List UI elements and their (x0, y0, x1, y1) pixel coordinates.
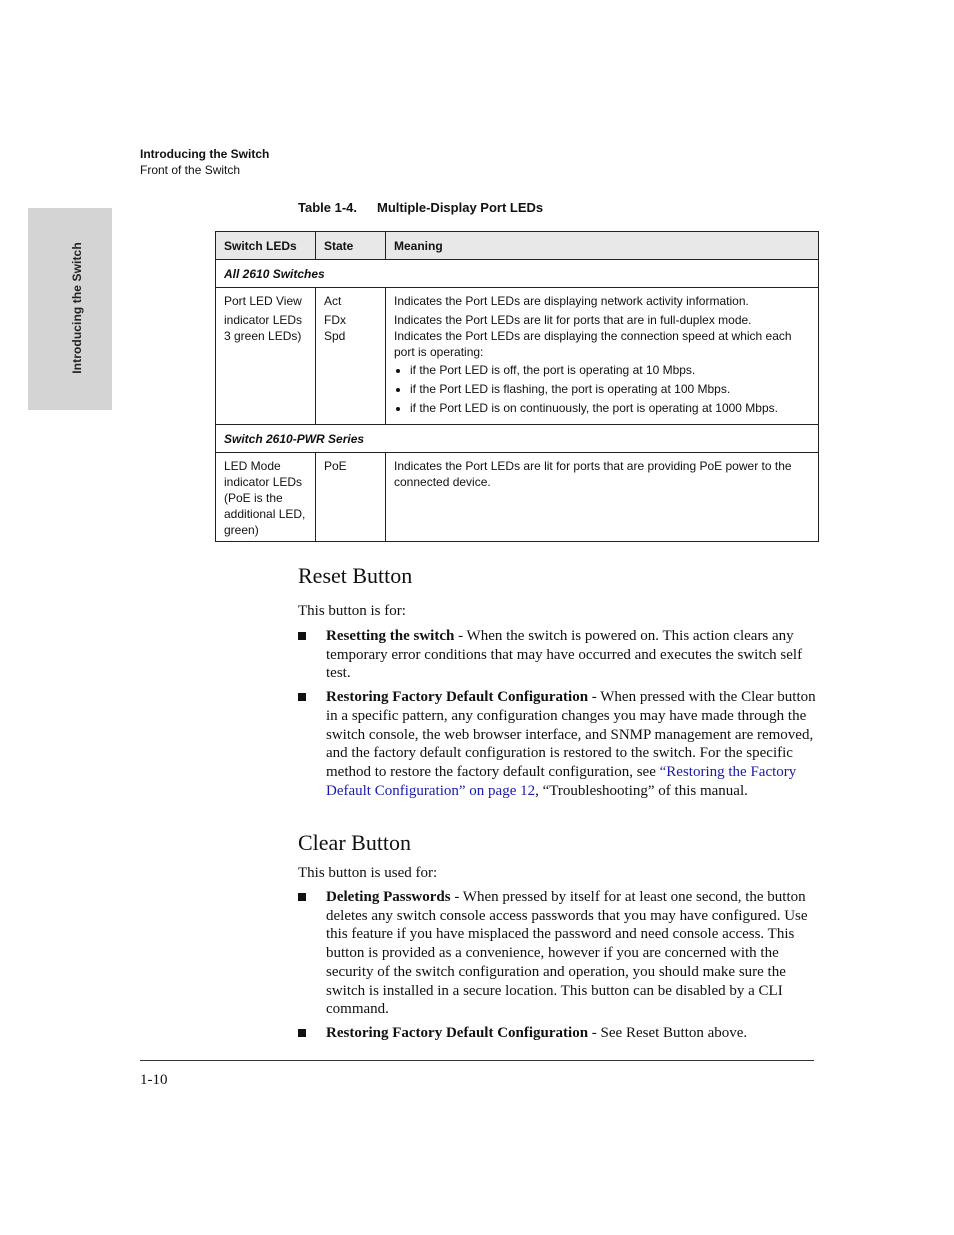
item-text: - See Reset Button above. (588, 1024, 748, 1041)
table-row (216, 288, 819, 425)
running-header-chapter: Introducing the Switch (140, 147, 270, 161)
footer-rule (140, 1060, 814, 1061)
page-number: 1-10 (140, 1072, 168, 1088)
table-header-row (216, 232, 819, 260)
restore-defaults-crossref-link[interactable]: “Restoring the Factory Default Configuration” on page 12 (326, 763, 797, 799)
meaning-act: Indicates the Port LEDs are displaying network activity information. (394, 294, 749, 308)
item-bold-term: Deleting Passwords (326, 889, 451, 905)
group-title-all-2610: All 2610 Switches (216, 260, 819, 288)
item-text-tail: , “Troubleshooting” of this manual. (535, 782, 748, 799)
state-act: Act (324, 294, 342, 308)
speed-bullet: • if the Port LED is on continuously, the port is operating at 1000 Mbps. (410, 400, 810, 416)
meaning-fdx: Indicates the Port LEDs are lit for ports that are in full-duplex mode. (394, 313, 752, 327)
meaning-spd: Indicates the Port LEDs are displaying the connection speed at which each port is operating: (394, 329, 792, 359)
led-text-line: 3 green LEDs) (224, 329, 302, 343)
clear-intro-text: This button is used for: (298, 865, 438, 881)
led-text-line: Port LED View (224, 294, 302, 308)
led-text-line: indicator LEDs (224, 313, 303, 327)
square-bullet-icon (298, 632, 306, 640)
column-header-switch-leds: Switch LEDs (216, 232, 316, 260)
table-group-row (216, 260, 819, 288)
table-group-row (216, 425, 819, 453)
cell-state: PoE (316, 453, 386, 542)
list-item (298, 627, 818, 683)
reset-intro-text: This button is for: (298, 603, 406, 619)
port-leds-table (215, 231, 819, 542)
list-item (298, 1024, 818, 1043)
square-bullet-icon (298, 1029, 306, 1037)
reset-button-heading: Reset Button (298, 563, 413, 588)
cell-meaning: Indicates the Port LEDs are lit for ports that are providing PoE power to the connected device. (386, 453, 819, 542)
list-item (298, 888, 818, 1019)
speed-bullet: • if the Port LED is flashing, the port is operating at 100 Mbps. (410, 381, 810, 397)
state-fdx: FDx (324, 313, 346, 327)
cell-switch-leds: LED Mode indicator LEDs (PoE is the additional LED, green) (216, 453, 316, 542)
item-text: - When pressed by itself for at least one second, the button deletes any switch console access passwords that you may have configured. Use this feature if you have misplaced the password and need console access. This button is provided as a convenience, however if you are concerned with the security of the switch configuration and operation, you should make sure the switch is installed in a secure location. This button can be disabled by a CLI command. (326, 889, 808, 1018)
item-bold-term: Resetting the switch (326, 628, 455, 644)
square-bullet-icon (298, 693, 306, 701)
group-title-2610-pwr: Switch 2610-PWR Series (216, 425, 819, 453)
side-tab-label: Introducing the Switch (70, 242, 84, 374)
table-caption-number: Table 1-4. (298, 200, 358, 215)
speed-bullet-list (394, 362, 810, 416)
list-item (298, 688, 818, 800)
cell-state (316, 288, 386, 425)
table-caption (298, 200, 543, 215)
square-bullet-icon (298, 893, 306, 901)
state-spd: Spd (324, 329, 346, 343)
cell-meaning (386, 288, 819, 425)
clear-button-heading: Clear Button (298, 830, 412, 855)
reset-bullet-list (298, 627, 818, 805)
cell-switch-leds (216, 288, 316, 425)
item-text: - When the switch is powered on. This action clears any temporary error conditions that may have occurred and executes the switch self test. (326, 628, 803, 682)
item-text: - When pressed with the Clear button in a specific pattern, any configuration changes you may have made through the switch console, the web browser interface, and SNMP management are removed, and the factory default configuration is restored to the switch. For the specific method to restore the factory default configuration, see (326, 689, 816, 780)
clear-bullet-list (298, 888, 818, 1048)
column-header-state: State (316, 232, 386, 260)
column-header-meaning: Meaning (386, 232, 819, 260)
item-bold-term: Restoring Factory Default Configuration (326, 1024, 589, 1041)
table-row (216, 453, 819, 542)
table-caption-title: Multiple-Display Port LEDs (377, 200, 544, 215)
speed-bullet: • if the Port LED is off, the port is operating at 10 Mbps. (410, 362, 810, 378)
running-header-section: Front of the Switch (140, 163, 241, 177)
item-bold-term: Restoring Factory Default Configuration (326, 689, 589, 706)
